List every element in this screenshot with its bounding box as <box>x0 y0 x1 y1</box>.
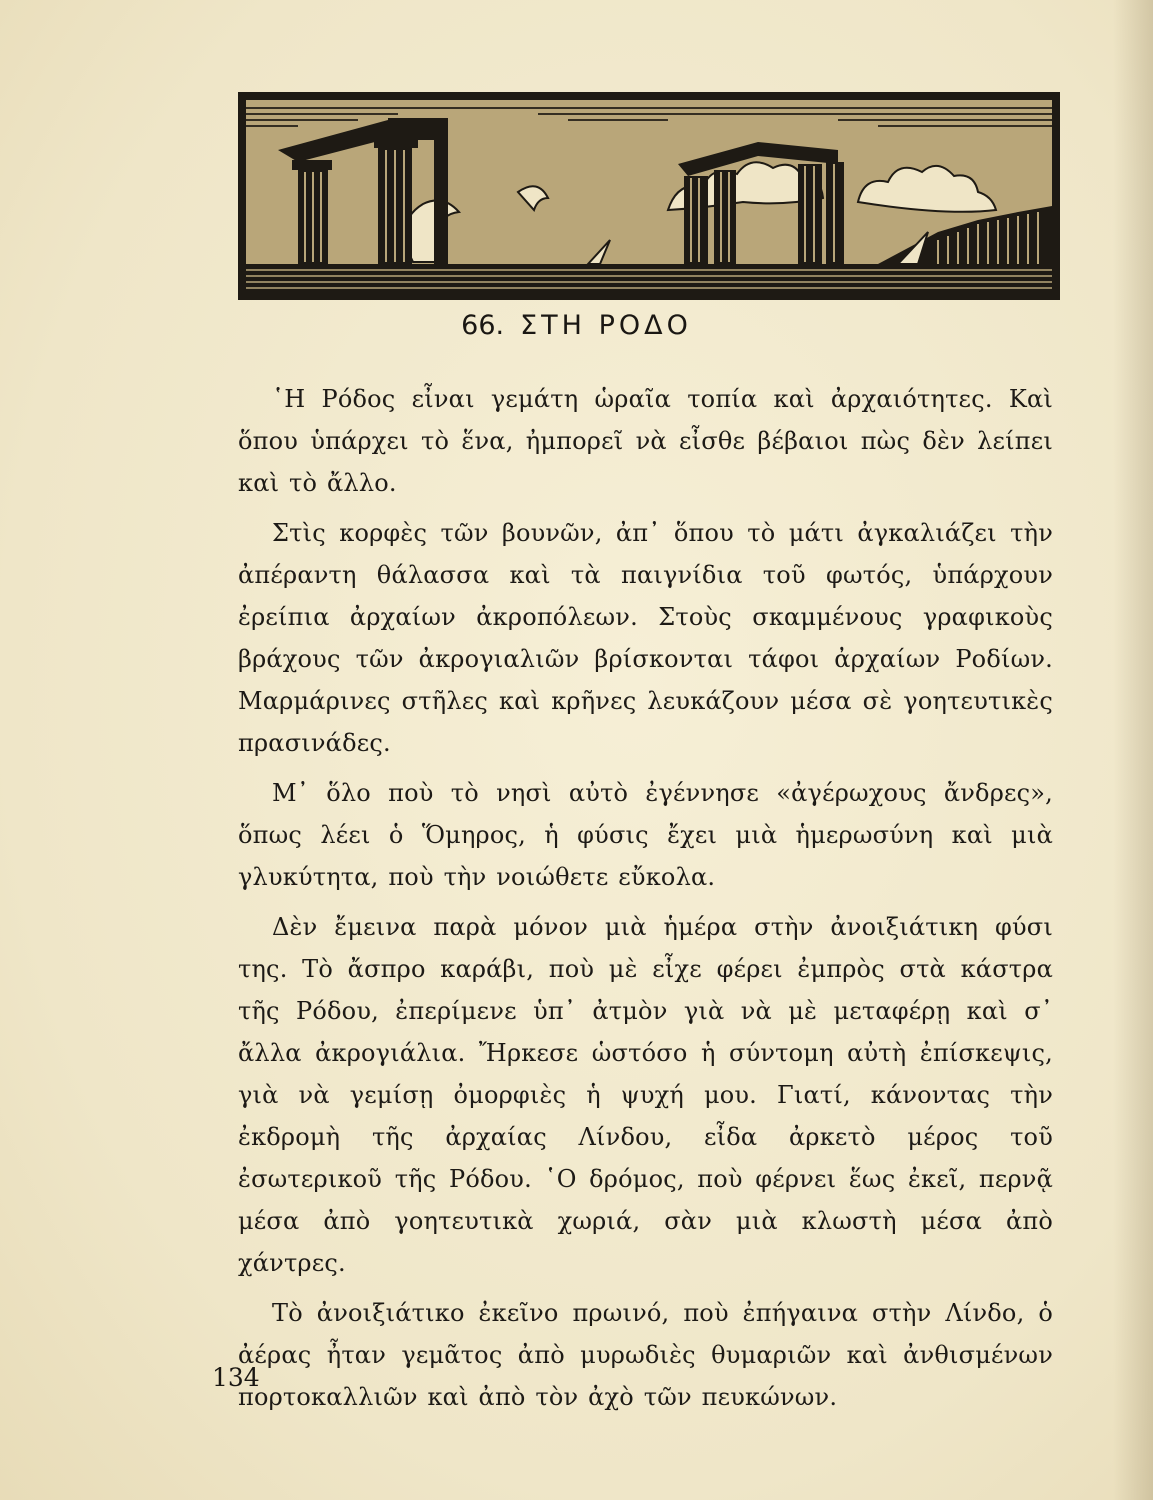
chapter-title: ΣΤΗ ΡΟΔΟ <box>520 310 692 341</box>
chapter-heading <box>0 310 1153 341</box>
paragraph: ῾Η Ρόδος εἶναι γεμάτη ὡραῖα τοπία καὶ ἀρχαιότητες. Καὶ ὅπου ὑπάρχει τὸ ἕνα, ἠμπορεῖ νὰ εἶσθε βέβαιοι πὼς δὲν λείπει καὶ τὸ ἄλλο. <box>238 385 1053 497</box>
temple-columns-woodcut <box>238 92 1060 300</box>
paragraph: Τὸ ἀνοιξιάτικο ἐκεῖνο πρωινό, ποὺ ἐπήγαινα στὴν Λίνδο, ὁ ἀέρας ἦταν γεμᾶτος ἀπὸ μυρωδιὲς θυμαριῶν καὶ ἀνθισμένων πορτοκαλλιῶν καὶ ἀπὸ τὸν ἀχὸ τῶν πευκώνων. <box>238 1299 1053 1411</box>
chapter-number: 66. <box>461 310 505 341</box>
page-edge-shadow <box>1113 0 1153 1500</box>
woodcut-illustration <box>238 92 1060 300</box>
paragraph: Δὲν ἔμεινα παρὰ μόνον μιὰ ἡμέρα στὴν ἀνοιξιάτικη φύσι της. Τὸ ἄσπρο καράβι, ποὺ μὲ εἶχε φέρει ἐμπρὸς στὰ κάστρα τῆς Ρόδου, ἐπερίμενε ὑπ᾿ ἀτμὸν γιὰ νὰ μὲ μεταφέρῃ καὶ σ᾿ ἄλλα ἀκρογιάλια. Ἤρκεσε ὡστόσο ἡ σύντομη αὐτὴ ἐπίσκεψις, γιὰ νὰ γεμίσῃ ὀμορφιὲς ἡ ψυχή μου. Γιατί, κάνοντας τὴν ἐκδρομὴ τῆς ἀρχαίας Λίνδου, εἶδα ἀρκετὸ μέρος τοῦ ἐσωτερικοῦ τῆς Ρόδου. ῾Ο δρόμος, ποὺ φέρνει ἕως ἐκεῖ, περνᾷ μέσα ἀπὸ γοητευτικὰ χωριά, σὰν μιὰ κλωστὴ μέσα ἀπὸ χάντρες. <box>238 913 1053 1277</box>
body-text <box>238 378 1053 1426</box>
paragraph: Μ᾿ ὅλο ποὺ τὸ νησὶ αὐτὸ ἐγέννησε «ἀγέρωχους ἄνδρες», ὅπως λέει ὁ Ὅμηρος, ἡ φύσις ἔχει μιὰ ἡμερωσύνη καὶ μιὰ γλυκύτητα, ποὺ τὴν νοιώθετε εὔκολα. <box>238 779 1053 891</box>
paragraph: Στὶς κορφὲς τῶν βουνῶν, ἀπ᾿ ὅπου τὸ μάτι ἀγκαλιάζει τὴν ἀπέραντη θάλασσα καὶ τὰ παιγνίδια τοῦ φωτός, ὑπάρχουν ἐρείπια ἀρχαίων ἀκροπόλεων. Στοὺς σκαμμένους γραφικοὺς βράχους τῶν ἀκρογιαλιῶν βρίσκονται τάφοι ἀρχαίων Ροδίων. Μαρμάρινες στῆλες καὶ κρῆνες λευκάζουν μέσα σὲ γοητευτικὲς πρασινάδες. <box>238 519 1053 757</box>
page-number: 134 <box>212 1363 260 1392</box>
